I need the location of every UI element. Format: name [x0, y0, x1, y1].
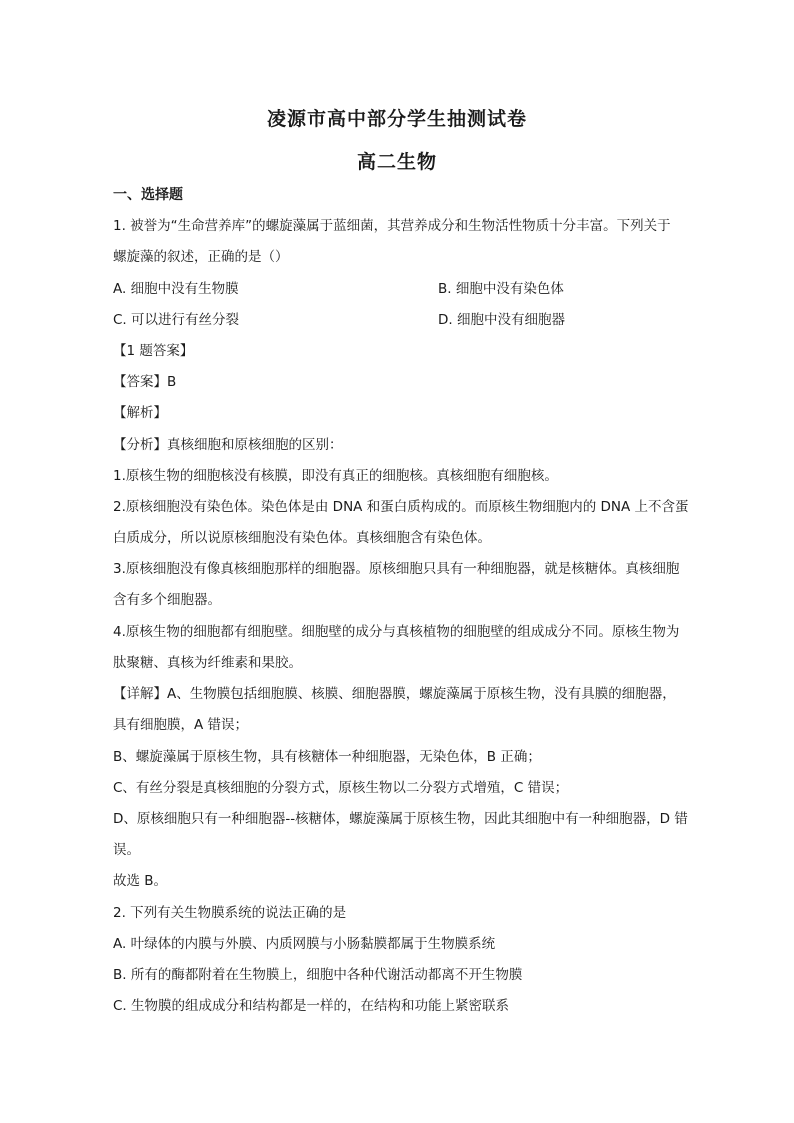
q2-option-c: C. 生物膜的组成成分和结构都是一样的，在结构和功能上紧密联系 [113, 998, 510, 1014]
q2-option-b: B. 所有的酶都附着在生物膜上，细胞中各种代谢活动都离不开生物膜 [113, 967, 523, 983]
q1-stem-line1: 1. 被誉为“生命营养库”的螺旋藻属于蓝细菌，其营养成分和生物活性物质十分丰富。下列关于 [113, 218, 671, 234]
q1-option-a: A. 细胞中没有生物膜 [113, 281, 239, 297]
q1-analysis-heading: 【解析】 [113, 405, 167, 421]
analysis-line: 误。 [113, 842, 140, 858]
analysis-line: B、螺旋藻属于原核生物，具有核糖体一种细胞器，无染色体，B 正确； [113, 749, 541, 765]
page-title: 凌源市高中部分学生抽测试卷 [266, 108, 527, 130]
analysis-line: 【详解】A、生物膜包括细胞膜、核膜、细胞器膜，螺旋藻属于原核生物，没有具膜的细胞器， [113, 686, 676, 702]
analysis-line: 4.原核生物的细胞都有细胞壁。细胞壁的成分与真核植物的细胞壁的组成成分不同。原核生物为 [113, 624, 680, 640]
q1-option-d: D. 细胞中没有细胞器 [438, 312, 565, 328]
q1-stem-line2: 螺旋藻的叙述，正确的是（） [113, 249, 289, 265]
analysis-line: 含有多个细胞器。 [113, 592, 221, 608]
q1-answer-heading: 【1 题答案】 [113, 343, 194, 359]
analysis-line: 1.原核生物的细胞核没有核膜，即没有真正的细胞核。真核细胞有细胞核。 [113, 468, 558, 484]
q2-option-a: A. 叶绿体的内膜与外膜、内质网膜与小肠黏膜都属于生物膜系统 [113, 936, 496, 952]
analysis-line: 白质成分，所以说原核细胞没有染色体。真核细胞含有染色体。 [113, 530, 491, 546]
page-subtitle: 高二生物 [356, 151, 437, 173]
analysis-line: 具有细胞膜，A 错误； [113, 717, 249, 733]
section-title: 一、选择题 [113, 187, 183, 203]
analysis-line: 【分析】真核细胞和原核细胞的区别： [113, 437, 343, 453]
q1-option-c: C. 可以进行有丝分裂 [113, 312, 240, 328]
q2-stem: 2. 下列有关生物膜系统的说法正确的是 [113, 905, 347, 921]
analysis-line: 3.原核细胞没有像真核细胞那样的细胞器。原核细胞只具有一种细胞器，就是核糖体。真核细胞 [113, 561, 680, 577]
q1-answer: 【答案】B [113, 374, 177, 390]
analysis-line: D、原核细胞只有一种细胞器--核糖体，螺旋藻属于原核生物，因此其细胞中有一种细胞器，D 错 [113, 811, 688, 827]
analysis-line: 故选 B。 [113, 873, 168, 889]
analysis-line: C、有丝分裂是真核细胞的分裂方式，原核生物以二分裂方式增殖，C 错误； [113, 780, 569, 796]
q1-option-b: B. 细胞中没有染色体 [438, 281, 564, 297]
analysis-line: 2.原核细胞没有染色体。染色体是由 DNA 和蛋白质构成的。而原核生物细胞内的 DNA 上不含蛋 [113, 499, 689, 515]
analysis-line: 肽聚糖、真核为纤维素和果胶。 [113, 655, 302, 671]
